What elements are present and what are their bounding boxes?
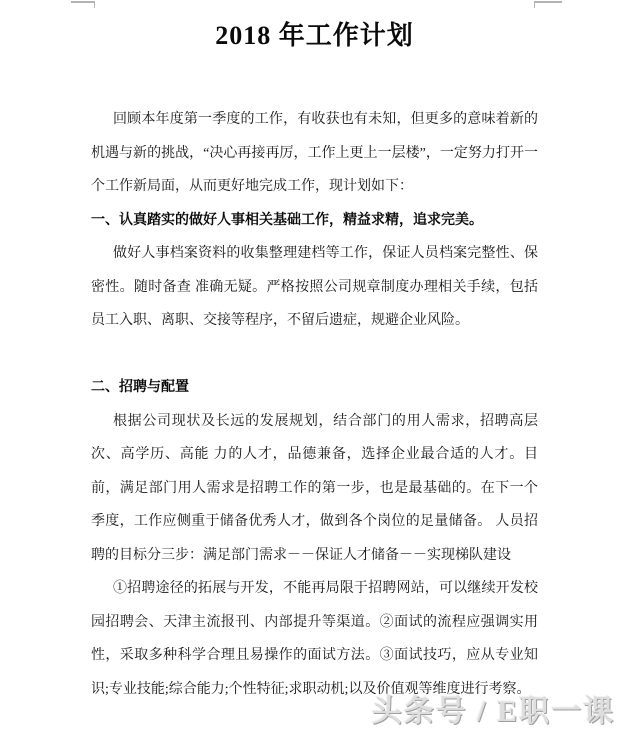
page-title: 2018 年工作计划 [215, 21, 414, 50]
paragraph: ①招聘途径的拓展与开发，不能再局限于招聘网站，可以继续开发校园招聘会、天津主流报刊、内部提升等渠道。②面试的流程应强调实用性，采取多种科学合理且易操作的面试方法。③面试技巧，应从专业知识;专业技能;综合能力;个性特征;求职动机;以及价值观等维度进行考察。 [91, 581, 538, 697]
paragraph: 回顾本年度第一季度的工作，有收获也有未知，但更多的意味着新的机遇与新的挑战，“决心再接再厉，工作上更上一层楼”，一定努力打开一个工作新局面，从而更好地完成工作，现计划如下： [91, 112, 538, 194]
paragraph: 根据公司现状及长远的发展规划，结合部门的用人需求，招聘高层次、高学历、高能 力的人才，品德兼备，选择企业最合适的人才。目前，满足部门用人需求是招聘工作的第一步，也是最基础的。在下一个季度，工作应侧重于储备优秀人才，做到各个岗位的足量储备。 人员招聘的目标分三步：满足部门需求－－保证人才储备－－实现梯队建设 [91, 413, 538, 563]
paragraph-list [91, 103, 538, 706]
page-boundary-mark-top-right [534, 1, 562, 8]
section-heading: 一、认真踏实的做好人事相关基础工作，精益求精，追求完美。 [91, 212, 483, 228]
document-content [91, 0, 538, 706]
blank-line [91, 338, 538, 372]
paragraph: 做好人事档案资料的收集整理建档等工作，保证人员档案完整性、保密性。随时备查 准确无疑。严格按照公司规章制度办理相关手续，包括员工入职、离职、交接等程序，不留后遗症，规避企业风险。 [91, 246, 538, 328]
section-heading: 二、招聘与配置 [91, 380, 189, 395]
watermark: 头条号 / E职一课 [371, 695, 615, 728]
